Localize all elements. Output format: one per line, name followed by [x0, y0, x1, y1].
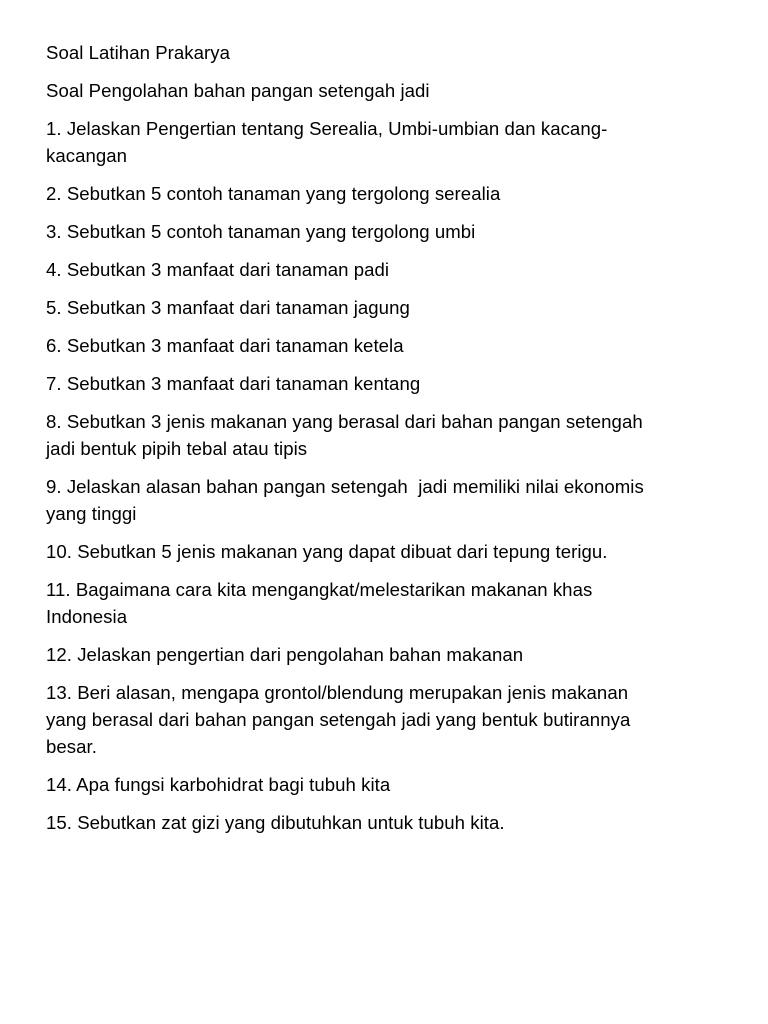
document-title: Soal Latihan Prakarya — [46, 42, 231, 63]
question-8: 8. Sebutkan 3 jenis makanan yang berasal dari bahan pangan setengah jadi bentuk pipih tebal atau tipis — [46, 411, 643, 459]
question-3: 3. Sebutkan 5 contoh tanaman yang tergolong umbi — [46, 221, 476, 242]
question-11: 11. Bagaimana cara kita mengangkat/melestarikan makanan khas Indonesia — [46, 579, 593, 627]
question-1: 1. Jelaskan Pengertian tentang Serealia, Umbi-umbian dan kacang- kacangan — [46, 118, 608, 166]
question-6: 6. Sebutkan 3 manfaat dari tanaman ketela — [46, 335, 404, 356]
question-4: 4. Sebutkan 3 manfaat dari tanaman padi — [46, 259, 390, 280]
question-14: 14. Apa fungsi karbohidrat bagi tubuh kita — [46, 774, 391, 795]
question-9: 9. Jelaskan alasan bahan pangan setengah jadi memiliki nilai ekonomis yang tinggi — [46, 476, 644, 524]
question-2: 2. Sebutkan 5 contoh tanaman yang tergolong serealia — [46, 183, 501, 204]
document-subtitle: Soal Pengolahan bahan pangan setengah jadi — [46, 80, 430, 101]
question-10: 10. Sebutkan 5 jenis makanan yang dapat dibuat dari tepung terigu. — [46, 541, 608, 562]
question-15: 15. Sebutkan zat gizi yang dibutuhkan untuk tubuh kita. — [46, 812, 505, 833]
question-12: 12. Jelaskan pengertian dari pengolahan bahan makanan — [46, 644, 524, 665]
question-7: 7. Sebutkan 3 manfaat dari tanaman kentang — [46, 373, 421, 394]
document-page — [46, 39, 736, 847]
question-13: 13. Beri alasan, mengapa grontol/blendung merupakan jenis makanan yang berasal dari bahan pangan setengah jadi yang bentuk butirannya besar. — [46, 682, 631, 757]
question-5: 5. Sebutkan 3 manfaat dari tanaman jagung — [46, 297, 410, 318]
